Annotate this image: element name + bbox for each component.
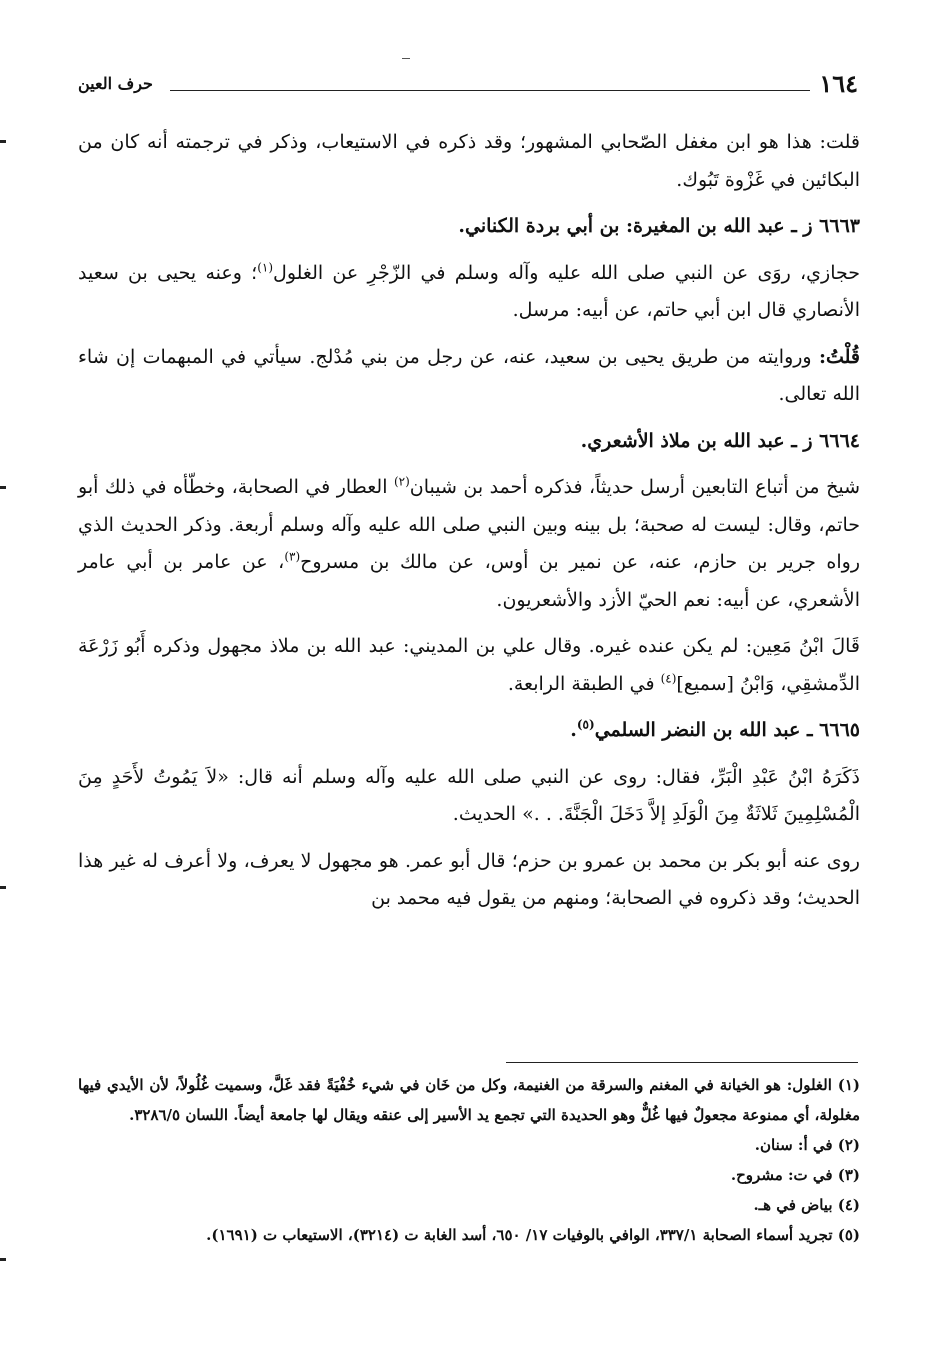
- footnote-ref-5[interactable]: (٥): [576, 717, 595, 732]
- footnote-1: (١) الغلول: هو الخيانة في المغنم والسرقة من الغنيمة، وكل من خَان في شيء خُفْيَةً فقد غَلَّ، وسميت غُلُولاً، لأن الأيدي فيها مغلولة، أي ممنوعة مجعولٌ فيها غُلٌّ وهو الحديدة التي تجمع يد الأسير إلى عنقه ويقال لها جامعة أيضاً. اللسان ٣٢٨٦/٥.: [78, 1076, 860, 1124]
- entry-title-end: .: [570, 719, 577, 741]
- scan-edge-mark: [0, 140, 6, 143]
- entry-heading-6663: ٦٦٦٣ ز ـ عبد الله بن المغيرة: بن أبي بردة الكناني.: [458, 215, 860, 237]
- footnote-rule: [506, 1062, 858, 1063]
- footnotes: [78, 1070, 860, 1250]
- paragraph-ibn-main: [78, 628, 860, 703]
- header-rule: [170, 90, 810, 91]
- paragraph-text: وروايته من طريق يحيى بن سعيد، عنه، عن رجل من بني مُدْلج. سيأتي في المبهمات إن شاء الله تعالى.: [78, 345, 860, 405]
- qult-lead: قُلْتُ:: [818, 345, 860, 368]
- footnote-ref-3[interactable]: (٣): [284, 549, 301, 564]
- paragraph-text: شيخ من أتباع التابعين أرسل حديثاً، فذكره أحمد بن شيبان: [409, 476, 860, 498]
- paragraph-abu-bakr: روى عنه أبو بكر بن محمد بن عمرو بن حزم؛ قال أبو عمر. هو مجهول لا يعرف، ولا أعرف له غير هذا الحديث؛ وقد ذكروه في الصحابة؛ ومنهم من يقول فيه محمد بن: [78, 849, 860, 909]
- scan-edge-mark: [0, 1258, 6, 1261]
- entry-heading-6664: ٦٦٦٤ ز ـ عبد الله بن ملاذ الأشعري.: [580, 429, 860, 452]
- paragraph-text: قَالَ ابْنُ مَعِين: لم يكن عنده غيره. وقال علي بن المديني: عبد الله بن ملاذ مجهول وذكره أَبُو زَرْعَة الدِّمشقِي، وَابْنُ [سميع]: [78, 635, 860, 695]
- page-header: [78, 68, 858, 100]
- paragraph-ibn-abd-al-barr: ذَكَرَهُ ابْنُ عَبْدِ الْبَرِّ، فقال: روى عن النبي صلى الله عليه وآله وسلم أنه قال: «لاَ يَمُوتُ لأَحَدٍ مِنَ الْمُسْلِمِينَ ثَلاثَةٌ مِنَ الْوَلَدِ إلاَّ دَخَلَ الْجَنَّةَ. . .» الحديث.: [78, 765, 860, 825]
- footnote-2: (٢) في أ: سنان.: [754, 1136, 860, 1154]
- footnote-ref-4[interactable]: (٤): [660, 671, 677, 686]
- paragraph-text: حجازي، روَى عن النبي صلى الله عليه وآله وسلم في الزّجْرِ عن الغلول: [273, 261, 860, 284]
- scan-edge-mark: [0, 486, 6, 489]
- paragraph-shaykh: [78, 469, 860, 619]
- page-number: ١٦٤: [819, 69, 858, 98]
- footnote-ref-2[interactable]: (٢): [393, 474, 410, 489]
- paragraph-text: العطار في الصحابة، وخطّأه في ذلك أبو حاتم، وقال: ليست له صحبة؛ بل بينه وبين النبي صلى الله عليه وآله وسلم أربعة. وذكر الحديث الذي رواه جرير بن حازم، عنه، عن نمير بن أوس، عن مالك بن مسروح: [78, 476, 861, 573]
- scan-edge-mark: [0, 886, 6, 889]
- entry-title: ٦٦٦٥ ـ عبد الله بن النضر السلمي: [594, 719, 860, 741]
- paragraph-qult-riwayah: [78, 339, 860, 414]
- footnote-4: (٤) بياض في هـ.: [753, 1196, 860, 1214]
- footnote-3: (٣) في ت: مشروح.: [730, 1166, 860, 1184]
- paragraph-text: في الطبقة الرابعة.: [507, 672, 661, 695]
- footnote-5: (٥) تجريد أسماء الصحابة ٣٣٧/١، الوافي بالوفيات ١٧/ ٦٥٠، أسد الغابة ت (٣٢١٤)، الاستيعاب ت (١٦٩١).: [206, 1226, 860, 1244]
- paragraph-qult-ibn-mughaffal: قلت: هذا هو ابن مغفل الصّحابي المشهور؛ وقد ذكره في الاستيعاب، وذكر في ترجمته أنه كان من البكائين في غَزْوة تَبُوك.: [78, 131, 860, 191]
- paragraph-text: ، عن عامر بن أبي عامر الأشعري، عن أبيه: نعم الحيّ الأزد والأشعريون.: [78, 551, 860, 611]
- main-text: [78, 124, 860, 927]
- entry-heading-6665: [78, 712, 860, 750]
- running-head: حرف العين: [78, 74, 153, 93]
- paragraph-hijazi: [78, 255, 860, 330]
- paragraph-text: ؛ وعنه يحيى بن سعيد الأنصاري قال ابن أبي حاتم، عن أبيه: مرسل.: [78, 261, 860, 321]
- footnote-ref-1[interactable]: (١): [257, 260, 274, 275]
- scan-tick-mark: [402, 58, 410, 59]
